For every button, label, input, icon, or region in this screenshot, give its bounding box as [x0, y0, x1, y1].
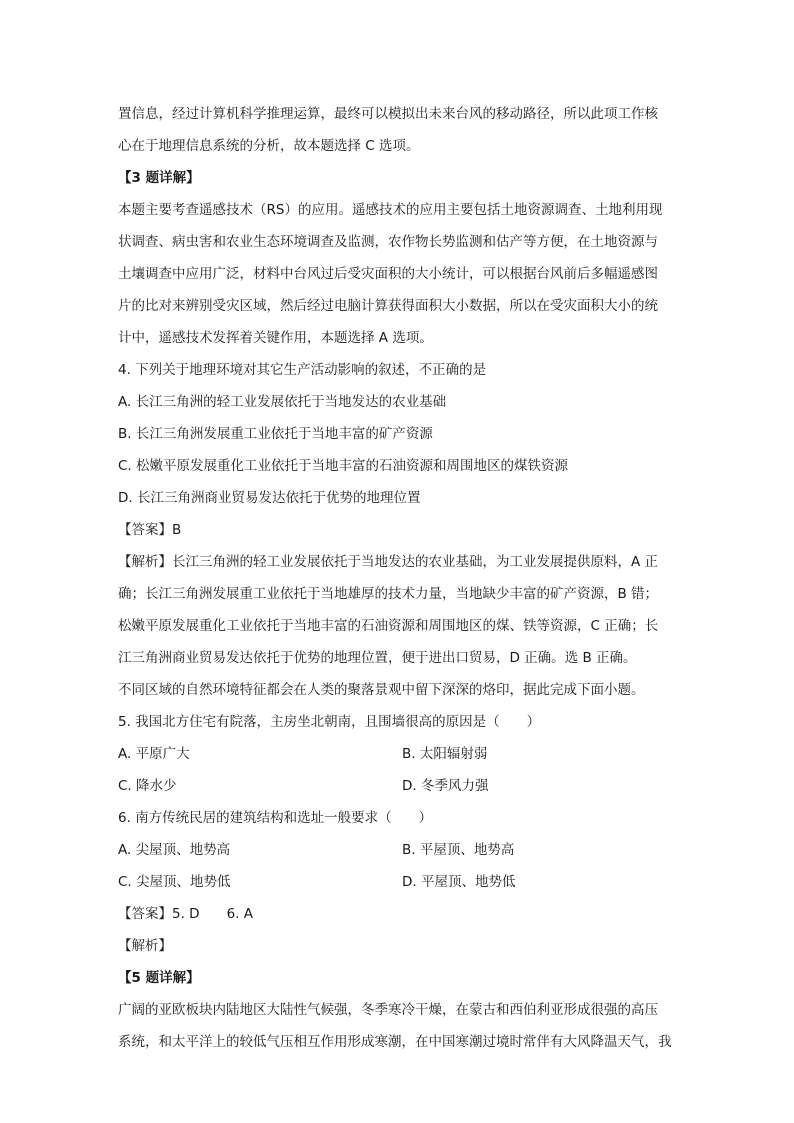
question-4-option-c: C. 松嫩平原发展重化工业依托于当地丰富的石油资源和周围地区的煤铁资源: [118, 458, 569, 474]
section-heading-q5: 【5 题详解】: [118, 970, 200, 986]
text-line: 土壤调查中应用广泛，材料中台风过后受灾面积的大小统计，可以根据台风前后多幅遥感图: [118, 266, 658, 282]
question-6-option-c: C. 尖屋顶、地势低: [118, 874, 231, 890]
text-line: 广阔的亚欧板块内陆地区大陆性气候强，冬季寒冷干燥，在蒙古和西伯利亚形成很强的高压: [118, 1002, 658, 1018]
text-line: 置信息，经过计算机科学推理运算，最终可以模拟出未来台风的移动路径，所以此项工作核: [118, 106, 658, 122]
question-5-option-a: A. 平原广大: [118, 746, 190, 762]
question-4-stem: 4. 下列关于地理环境对其它生产活动影响的叙述，不正确的是: [118, 362, 487, 378]
question-6-options-row-1: [118, 834, 678, 866]
question-6-options-row-2: [118, 866, 678, 898]
text-line: 计中，遥感技术发挥着关键作用，本题选择 A 选项。: [118, 330, 433, 346]
question-6-option-b: B. 平屋顶、地势高: [402, 842, 515, 858]
text-line: 本题主要考查遥感技术（RS）的应用。遥感技术的应用主要包括土地资源调查、土地利用现: [118, 202, 663, 218]
question-5-options-row-2: [118, 770, 678, 802]
question-5-option-d: D. 冬季风力强: [402, 778, 489, 794]
question-6-stem: 6. 南方传统民居的建筑结构和选址一般要求（ ）: [118, 810, 433, 826]
question-4-option-d: D. 长江三角洲商业贸易发达依托于优势的地理位置: [118, 490, 421, 506]
text-line: 片的比对来辨别受灾区域，然后经过电脑计算获得面积大小数据，所以在受灾面积大小的统: [118, 298, 658, 314]
question-5-option-c: C. 降水少: [118, 778, 177, 794]
question-4-option-a: A. 长江三角洲的轻工业发展依托于当地发达的农业基础: [118, 394, 447, 410]
answer-q5-q6: 【答案】5. D 6. A: [118, 906, 253, 922]
question-6-option-a: A. 尖屋顶、地势高: [118, 842, 231, 858]
text-line: 状调查、病虫害和农业生态环境调查及监测，农作物长势监测和估产等方便，在土地资源与: [118, 234, 658, 250]
question-5-option-b: B. 太阳辐射弱: [402, 746, 488, 762]
question-5-stem: 5. 我国北方住宅有院落，主房坐北朝南，且围墙很高的原因是（ ）: [118, 714, 541, 730]
text-line: 心在于地理信息系统的分析，故本题选择 C 选项。: [118, 138, 420, 154]
section-heading-q3: 【3 题详解】: [118, 170, 200, 186]
answer-q4: 【答案】B: [118, 522, 182, 538]
text-line: 确；长江三角洲发展重工业依托于当地雄厚的技术力量，当地缺少丰富的矿产资源，B 错；: [118, 586, 659, 602]
analysis-heading: 【解析】: [118, 938, 172, 954]
analysis-q4: 【解析】长江三角洲的轻工业发展依托于当地发达的农业基础，为工业发展提供原料，A 正: [118, 554, 659, 570]
text-line: 松嫩平原发展重化工业依托于当地丰富的石油资源和周围地区的煤、铁等资源，C 正确；长: [118, 618, 659, 634]
question-5-options-row-1: [118, 738, 678, 770]
text-line: 江三角洲商业贸易发达依托于优势的地理位置，便于进出口贸易，D 正确。选 B 正确。: [118, 650, 637, 666]
text-line: 系统，和太平洋上的较低气压相互作用形成寒潮，在中国寒潮过境时常伴有大风降温天气，我: [118, 1034, 672, 1050]
document-body: [118, 98, 678, 1058]
question-6-option-d: D. 平屋顶、地势低: [402, 874, 516, 890]
passage-intro: 不同区域的自然环境特征都会在人类的聚落景观中留下深深的烙印，据此完成下面小题。: [118, 682, 645, 698]
question-4-option-b: B. 长江三角洲发展重工业依托于当地丰富的矿产资源: [118, 426, 433, 442]
